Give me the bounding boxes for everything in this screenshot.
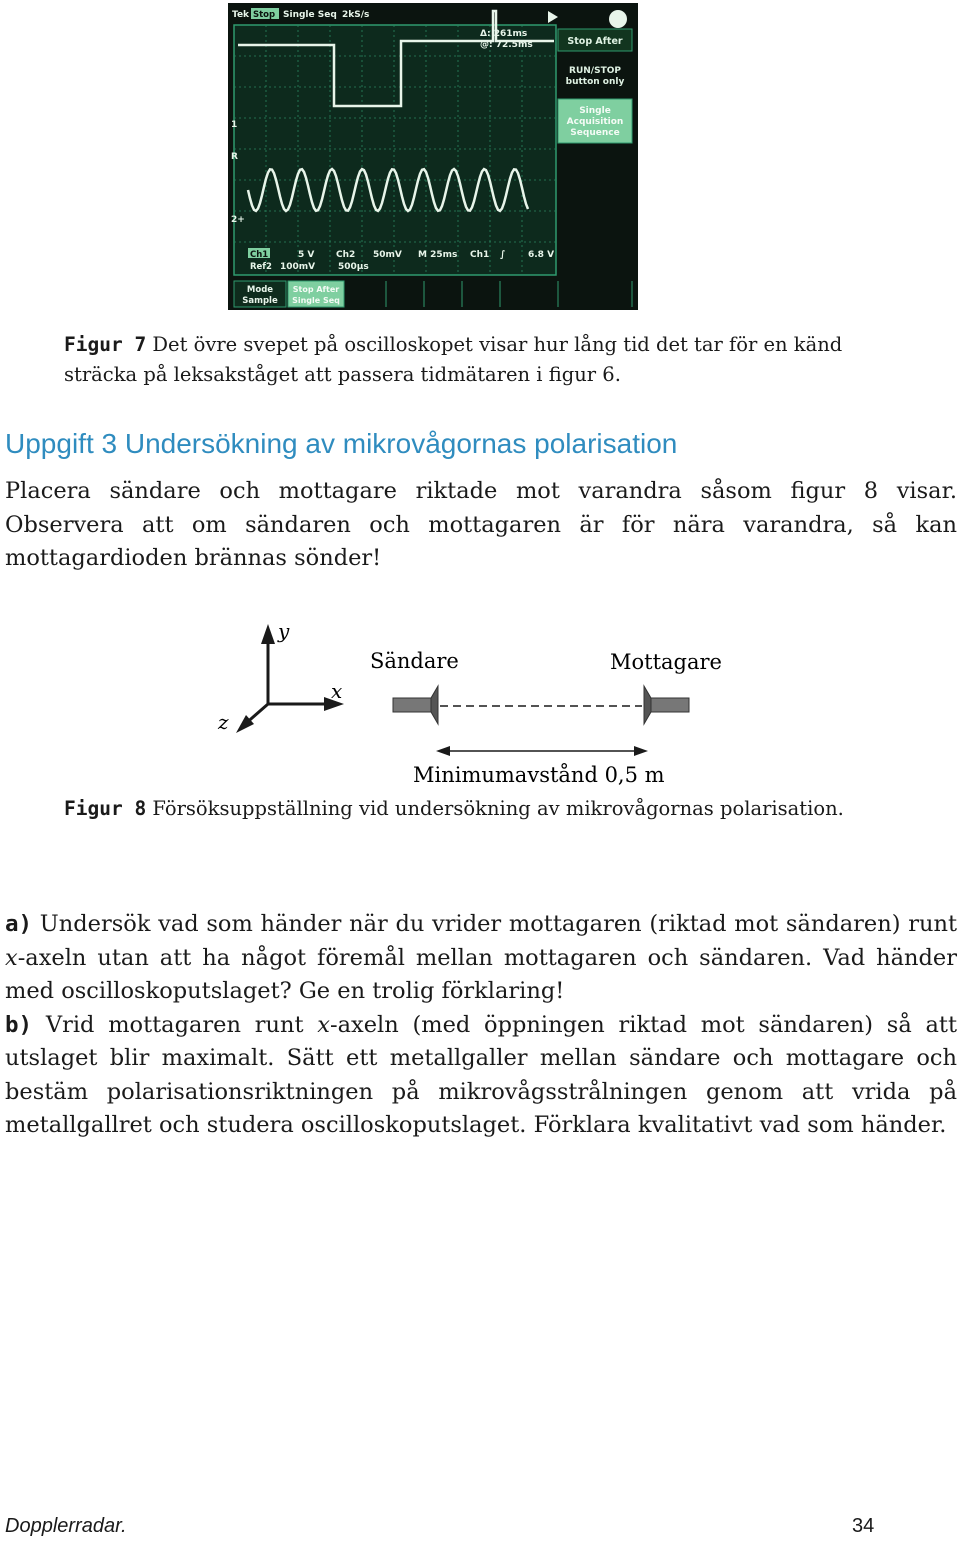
sender-label: Sändare — [370, 649, 459, 673]
intro-text: Placera sändare och mottagare riktade mot varandra såsom figur 8 visar. Observera att om sändaren och mottagaren är för nära varandra, så kan mottagardioden brännas sönder! — [5, 478, 957, 571]
menu-single-line3[interactable]: Sequence — [570, 128, 620, 138]
tasks — [5, 908, 957, 1143]
task-a — [5, 908, 957, 1009]
oscilloscope-image — [228, 3, 638, 310]
task-a-axis: x — [5, 944, 18, 971]
page-number: 34 — [852, 1515, 875, 1537]
scope-at-readout: @: 72.5ms — [480, 40, 533, 50]
sender-horn — [393, 686, 438, 724]
figure-8-caption — [64, 794, 914, 824]
marker-channel-2: 2+ — [231, 215, 245, 225]
ref2-scale: 100mV — [280, 262, 316, 272]
ch2-label: Ch2 — [336, 250, 356, 260]
task-b-text-1: Vrid mottagaren runt — [45, 1011, 304, 1038]
figure-7-text: Det övre svepet på oscilloskopet visar hur lång tid det tar för en känd sträcka på leksakståget att passera tidmätaren i figur 6. — [64, 333, 843, 386]
figure-8-label: Figur 8 — [64, 797, 147, 820]
ch2-scale: 50mV — [373, 250, 402, 260]
receiver-horn — [644, 686, 689, 724]
softkey-mode-line2[interactable]: Sample — [242, 296, 278, 306]
menu-runstop-line2[interactable]: button only — [565, 77, 625, 87]
softkey-stop-after-line1[interactable]: Stop After — [292, 285, 340, 294]
menu-single-line1[interactable]: Single — [579, 106, 611, 116]
ch2-time: 500µs — [338, 262, 369, 272]
footer-title: Dopplerradar. — [5, 1515, 127, 1537]
task-a-text-2: -axeln utan att ha något föremål mellan mottagaren och sändaren. Vad händer med oscilloskoputslaget? Ge en trolig förklaring! — [5, 944, 957, 1004]
scope-rate: 2kS/s — [342, 10, 370, 20]
section-heading: Uppgift 3 Undersökning av mikrovågornas polarisation — [5, 428, 678, 459]
marker-ref: R — [231, 152, 238, 162]
scope-brand: Tek — [232, 10, 250, 20]
softkey-mode-line1[interactable]: Mode — [246, 285, 274, 295]
task-b-axis: x — [317, 1011, 330, 1038]
scope-mode: Single Seq — [283, 10, 337, 20]
scope-run-state: Stop — [253, 10, 276, 20]
task-b-label: b) — [5, 1011, 33, 1038]
figure-8-diagram — [210, 612, 730, 792]
task-b-text-2: -axeln (med öppningen riktad mot sändaren) så att utslaget blir maximalt. Sätt ett metallgaller mellan sändare och mottagare och bestäm polarisationsriktningen på mikrovågsstrålningen genom att vrida på metallgallret och studera oscilloskoputslaget. Förklara kvalitativt vad som händer. — [5, 1011, 958, 1138]
scope-timebase: M 25ms — [418, 250, 458, 260]
menu-runstop-line1[interactable]: RUN/STOP — [569, 66, 621, 76]
menu-stop-after[interactable]: Stop After — [567, 36, 623, 47]
ch1-scale: 5 V — [298, 250, 315, 260]
softkey-stop-after-line2[interactable]: Single Seq — [292, 296, 340, 305]
distance-label: Minimumavstånd 0,5 m — [413, 763, 665, 787]
task-b — [5, 1009, 957, 1143]
figure-7-caption — [64, 330, 914, 390]
menu-single-line2[interactable]: Acquisition — [566, 117, 624, 127]
task-a-text-1: Undersök vad som händer när du vrider mottagaren (riktad mot sändaren) runt — [39, 911, 957, 937]
distance-arrow — [436, 746, 648, 756]
oscilloscope-screen — [228, 3, 638, 310]
trigger-slope-icon: ∫ — [500, 250, 506, 260]
receiver-label: Mottagare — [610, 650, 722, 674]
ch1-label: Ch1 — [250, 250, 269, 260]
marker-channel-1: 1 — [231, 120, 238, 130]
trigger-level: 6.8 V — [528, 250, 555, 260]
trigger-source: Ch1 — [470, 250, 490, 260]
axis-z-label: z — [218, 710, 229, 734]
axis-y-label: y — [278, 619, 290, 643]
axis-x-label: x — [331, 679, 343, 703]
scope-delta-readout: Δ: 261ms — [480, 29, 528, 39]
ref2-label: Ref2 — [250, 262, 272, 272]
figure-8-text: Försöksuppställning vid undersökning av mikrovågornas polarisation. — [152, 797, 844, 820]
coordinate-axes — [236, 624, 344, 733]
task-a-label: a) — [5, 911, 33, 937]
figure-7-label: Figur 7 — [64, 333, 147, 356]
intro-paragraph — [5, 475, 957, 576]
acquire-indicator-icon — [609, 10, 627, 28]
